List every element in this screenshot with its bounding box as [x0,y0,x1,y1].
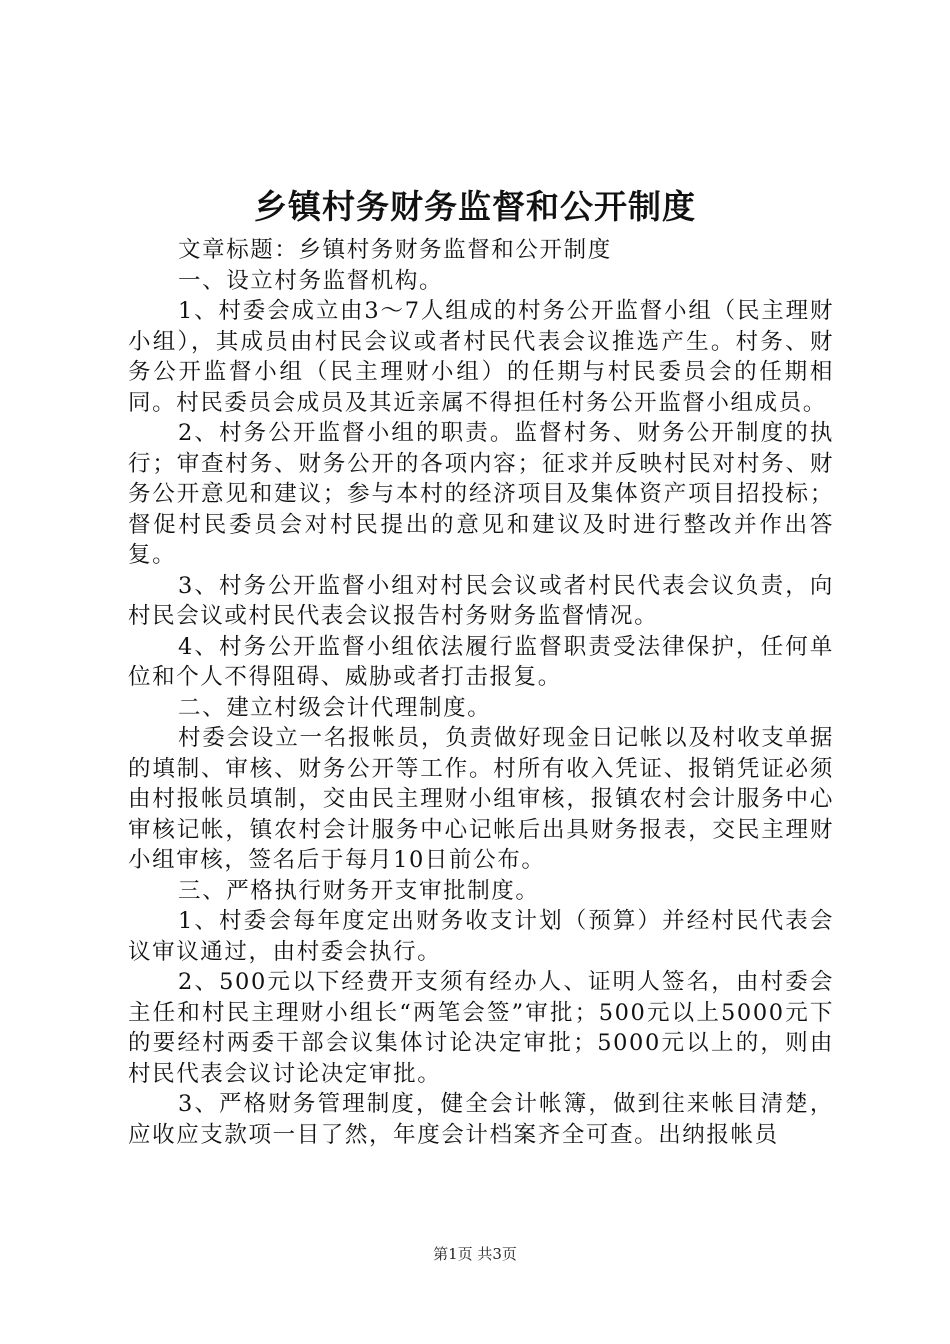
document-title: 乡镇村务财务监督和公开制度 [254,187,696,226]
document-body [128,235,834,1150]
page-number: 第1页 共3页 [433,1245,517,1263]
paragraph-3-1: 1、村委会每年度定出财务收支计划（预算）并经村民代表会议审议通过，由村委会执行。 [128,908,834,965]
paragraph-2-1: 村委会设立一名报帐员，负责做好现金日记帐以及村收支单据的填制、审核、财务公开等工作。村所有收入凭证、报销凭证必须由村报帐员填制，交由民主理财小组审核，报镇农村会计服务中心审核记帐，镇农村会计服务中心记帐后出具财务报表，交民主理财小组审核，签名后于每月10日前公布。 [128,725,834,873]
section-heading-2: 二、建立村级会计代理制度。 [178,694,492,721]
paragraph-3-3: 3、严格财务管理制度，健全会计帐簿，做到往来帐目清楚，应收应支款项一目了然，年度会计档案齐全可查。出纳报帐员 [128,1091,834,1148]
paragraph-1-1: 1、村委会成立由3～7人组成的村务公开监督小组（民主理财小组），其成员由村民会议或者村民代表会议推选产生。村务、财务公开监督小组（民主理财小组）的任期与村民委员会的任期相同。村民委员会成员及其近亲属不得担任村务公开监督小组成员。 [128,298,834,416]
paragraph-1-3: 3、村务公开监督小组对村民会议或者村民代表会议负责，向村民会议或村民代表会议报告村务财务监督情况。 [128,572,834,629]
section-heading-3: 三、严格执行财务开支审批制度。 [178,877,540,904]
paragraph-1-4: 4、村务公开监督小组依法履行监督职责受法律保护，任何单位和个人不得阻碍、威胁或者打击报复。 [128,633,834,690]
paragraph-1-2: 2、村务公开监督小组的职责。监督村务、财务公开制度的执行；审查村务、财务公开的各项内容；征求并反映村民对村务、财务公开意见和建议；参与本村的经济项目及集体资产项目招投标；督促村民委员会对村民提出的意见和建议及时进行整改并作出答复。 [128,420,834,568]
paragraph-3-2: 2、500元以下经费开支须有经办人、证明人签名，由村委会主任和村民主理财小组长“两笔会签”审批；500元以上5000元下的要经村两委干部会议集体讨论决定审批；5000元以上的，则由村民代表会议讨论决定审批。 [128,969,834,1087]
section-heading-1: 一、设立村务监督机构。 [178,267,444,294]
article-title-line: 文章标题：乡镇村务财务监督和公开制度 [178,237,612,263]
